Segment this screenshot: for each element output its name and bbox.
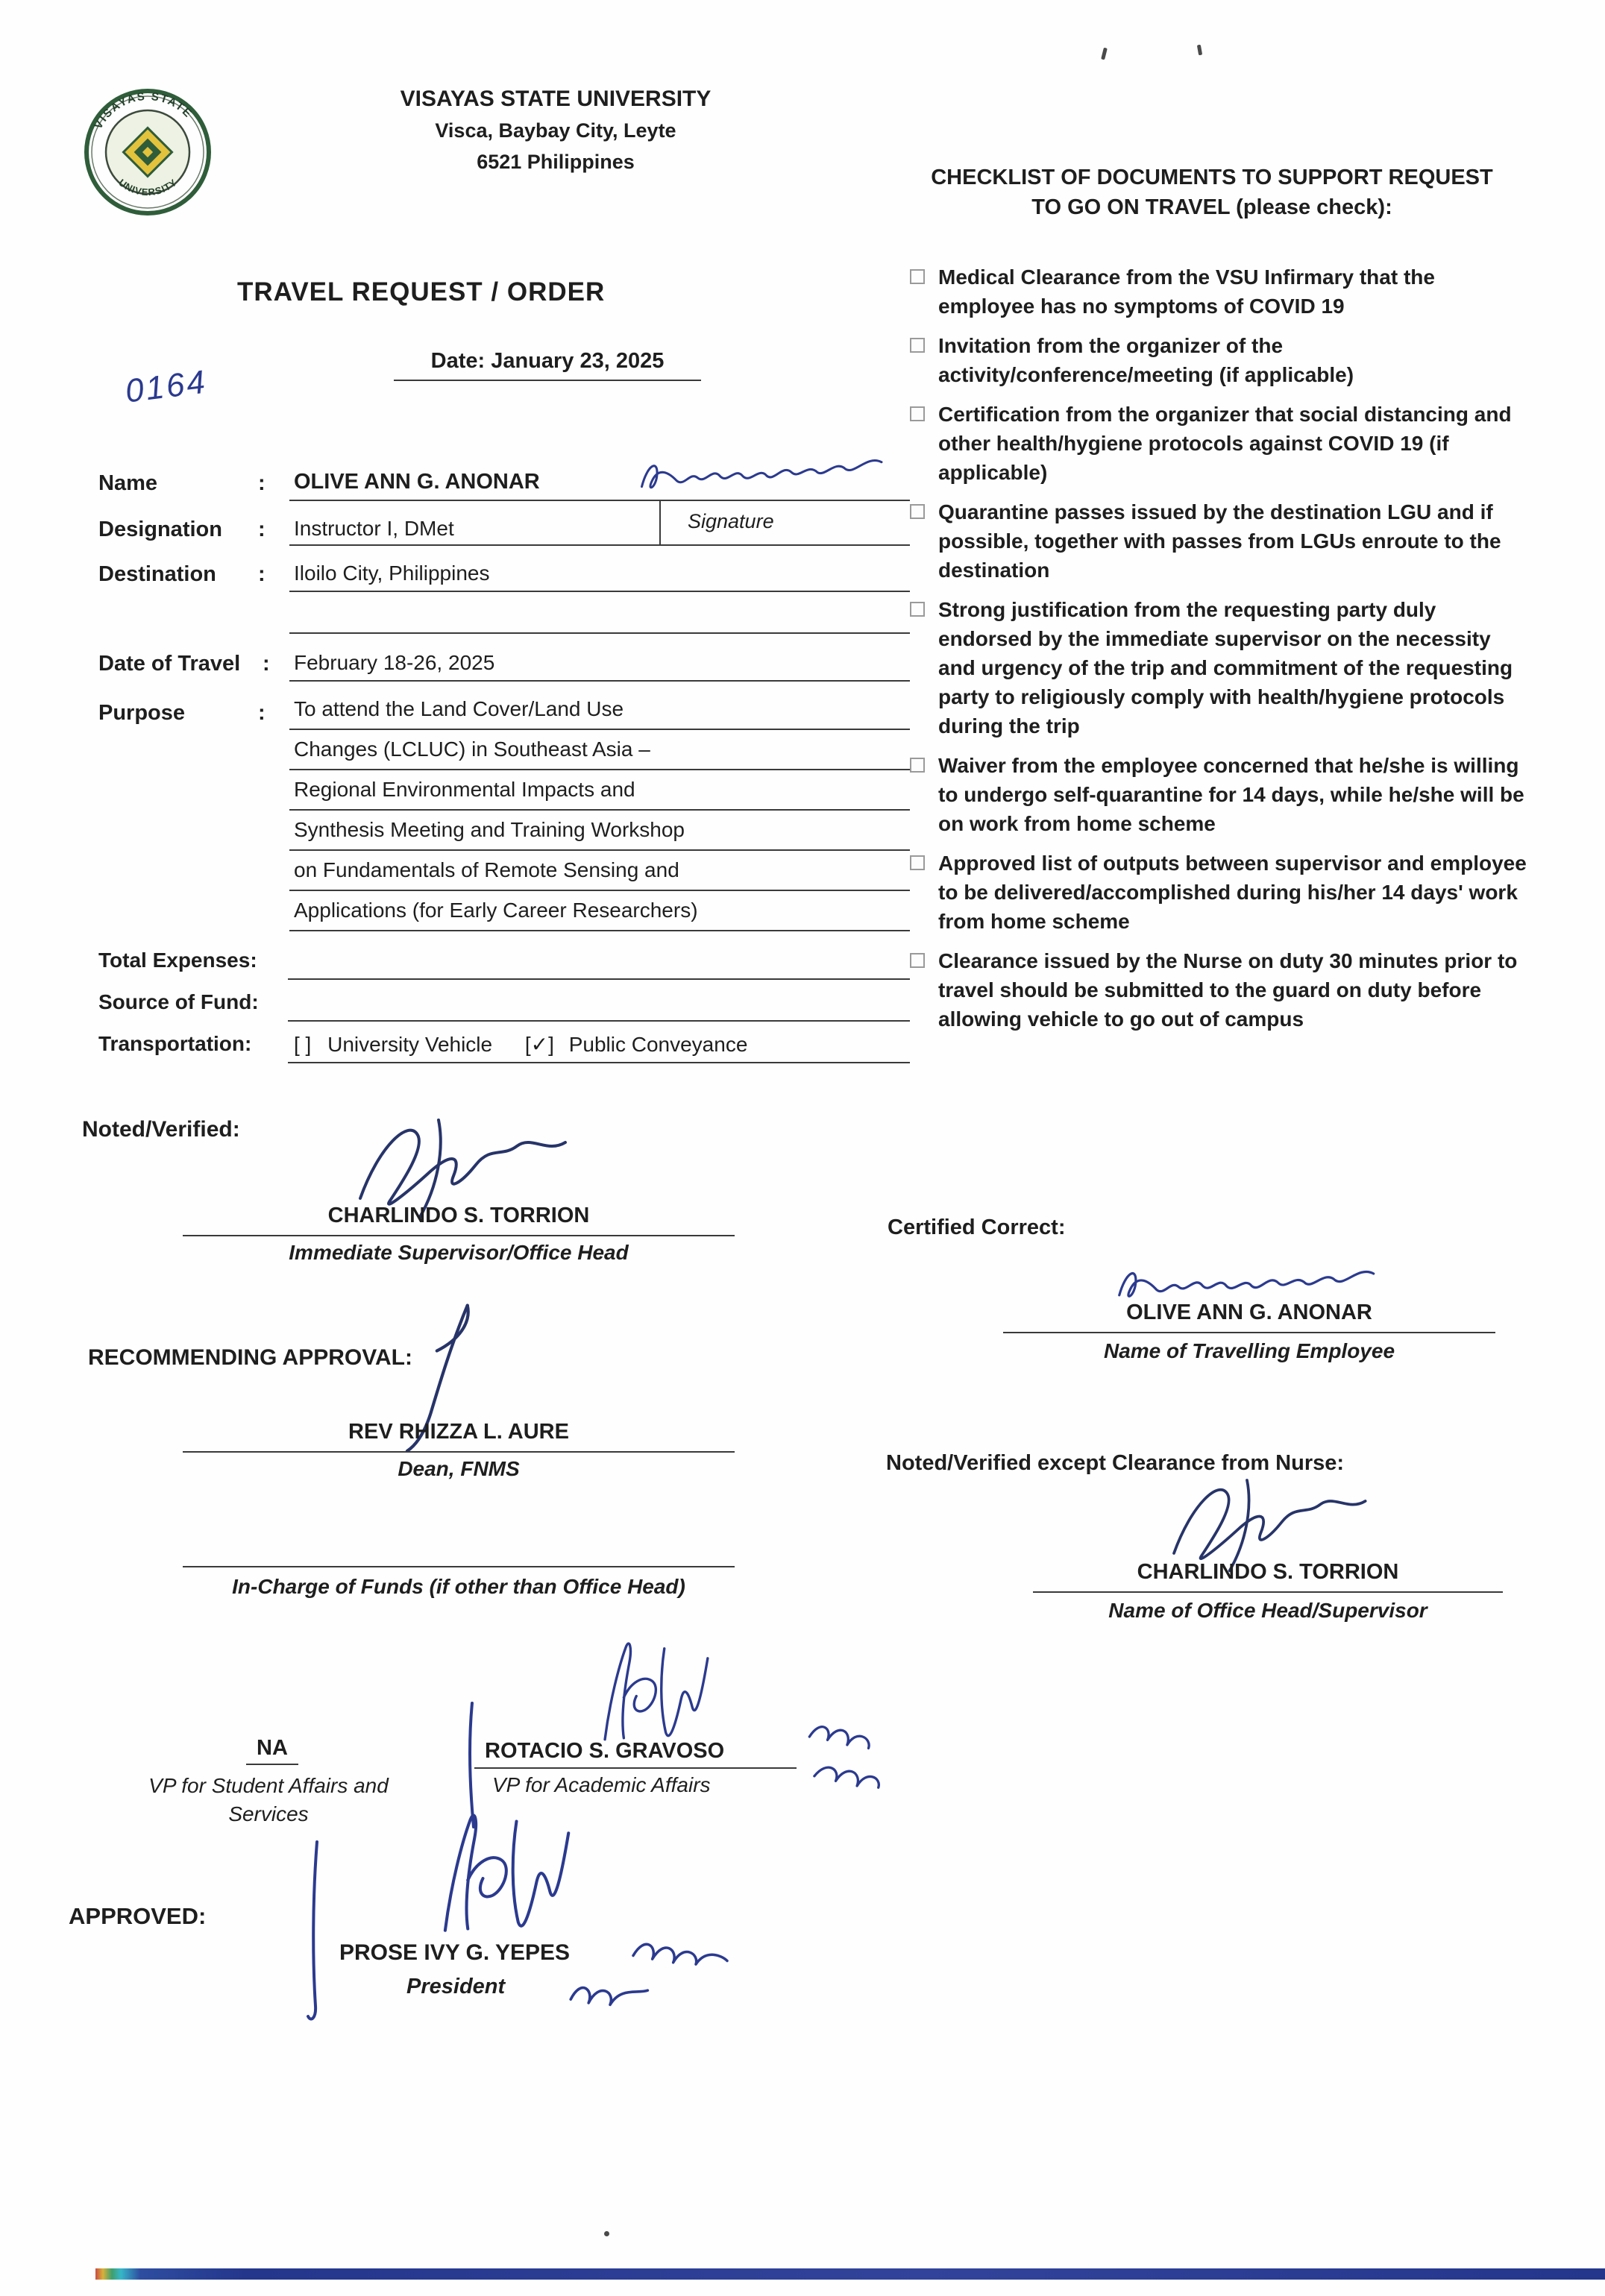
supervisor-name: CHARLINDO S. TORRION [327,1204,590,1227]
noted-verified-label: Noted/Verified: [82,1117,240,1142]
vp-academic-underline [474,1767,797,1769]
source-of-fund-underline [288,1020,910,1022]
office-head-name: CHARLINDO S. TORRION [1137,1560,1399,1584]
purpose-line: Synthesis Meeting and Training Workshop [289,811,910,851]
funds-underline [183,1566,735,1567]
dean-caption: Dean, FNMS [398,1457,520,1480]
checklist-item-text: Quarantine passes issued by the destination LGU and if possible, together with passes from LGUs enroute to the destination [938,500,1501,582]
president-date-scribble [565,1967,655,2012]
svg-text:VISAYAS STATE: VISAYAS STATE [92,89,195,132]
dean-underline [183,1451,735,1453]
purpose-colon: : [258,701,266,725]
checkbox-icon [910,338,925,353]
scan-artifact [1101,48,1108,60]
signature-cell-divider [659,501,661,544]
public-conveyance-option: Public Conveyance [568,1033,748,1056]
blank-underline [289,632,910,634]
dean-name: REV RHIZZA L. AURE [348,1420,569,1444]
checkbox-icon [910,406,925,421]
vp-student-caption-line2: Services [228,1802,309,1825]
scan-artifact [604,2231,609,2236]
date-of-travel-underline [289,680,910,682]
funds-caption: In-Charge of Funds (if other than Office Head) [232,1575,685,1598]
form-date: Date: January 23, 2025 [394,349,701,381]
travelling-employee-name: OLIVE ANN G. ANONAR [1126,1300,1372,1324]
checkbox-icon [910,758,925,773]
checklist-item-text: Invitation from the organizer of the activity/conference/meeting (if applicable) [938,334,1354,386]
supervisor-caption: Immediate Supervisor/Office Head [289,1241,629,1264]
destination-colon: : [258,562,266,586]
checklist-item [908,497,1532,585]
destination-underline [289,591,910,592]
name-colon: : [258,471,266,495]
approved-label: APPROVED: [69,1903,207,1929]
travelling-employee-caption: Name of Travelling Employee [1103,1339,1395,1362]
university-seal-logo [84,88,212,216]
date-of-travel-colon: : [263,652,270,676]
checklist-item-text: Certification from the organizer that social distancing and other health/hygiene protocols against COVID 19 (if applicable) [938,403,1512,484]
designation-colon: : [258,518,266,541]
checklist-title [895,163,1529,222]
travelling-employee-underline [1003,1332,1495,1333]
designation-value: Instructor I, DMet [294,517,454,540]
checklist-item [908,262,1532,321]
president-caption: President [406,1975,506,1998]
total-expenses-label: Total Expenses: [98,949,257,972]
vp-student-caption-line1: VP for Student Affairs and [148,1774,389,1797]
vp-student-caption [97,1772,440,1828]
date-of-travel-label: Date of Travel [98,652,241,676]
form-title: TRAVEL REQUEST / ORDER [237,277,606,306]
transportation-underline [288,1062,910,1063]
checklist-item [908,400,1532,487]
checklist-item-text: Medical Clearance from the VSU Infirmary that the employee has no symptoms of COVID 19 [938,265,1435,318]
name-underline [289,500,910,501]
date-of-travel-value: February 18-26, 2025 [294,651,495,674]
purpose-line: To attend the Land Cover/Land Use [289,690,910,730]
checklist-item [908,751,1532,838]
purpose-line: Changes (LCLUC) in Southeast Asia – [289,730,910,770]
university-vehicle-checkbox: [ ] [294,1033,312,1056]
source-of-fund-label: Source of Fund: [98,990,259,1013]
public-conveyance-checkbox-checked: [✓] [524,1033,554,1056]
checklist [908,262,1532,1044]
president-signature-ink [418,1805,582,1939]
university-vehicle-option: University Vehicle [327,1033,493,1056]
designation-underline [289,544,910,546]
scan-artifact [1197,45,1202,56]
checkbox-icon [910,269,925,284]
total-expenses-underline [288,978,910,980]
university-name: VISAYAS STATE UNIVERSITY [400,87,712,111]
handwritten-reference-number: 0164 [123,363,210,410]
checklist-item-text: Strong justification from the requesting party duly endorsed by the immediate supervisor on the necessity and urgency of the trip and commitment of the requesting party to religiously comply with health/hygiene protocols during the trip [938,598,1513,737]
checklist-item-text: Clearance issued by the Nurse on duty 30 minutes prior to travel should be submitted to the guard on duty before allowing vehicle to go out of campus [938,949,1518,1031]
vp-academic-signature-ink [576,1635,725,1746]
checklist-item [908,849,1532,936]
pen-vertical-stroke-2 [301,1840,331,2027]
checklist-item [908,331,1532,389]
transportation-label: Transportation: [98,1032,252,1055]
recommending-approval-label: RECOMMENDING APPROVAL: [88,1345,412,1370]
designation-label: Designation [98,518,222,541]
employee-signature-ink [632,435,889,507]
checkbox-icon [910,953,925,968]
president-initial-scribble [628,1925,732,1970]
checklist-item [908,595,1532,740]
vp-academic-caption: VP for Academic Affairs [492,1773,711,1796]
purpose-label: Purpose [98,701,186,725]
purpose-line: Regional Environmental Impacts and [289,770,910,811]
checklist-title-line1: CHECKLIST OF DOCUMENTS TO SUPPORT REQUEST [931,166,1493,189]
university-address-line1: Visca, Baybay City, Leyte [435,119,676,142]
purpose-lines [289,690,910,931]
president-name: PROSE IVY G. YEPES [339,1940,571,1965]
name-value: OLIVE ANN G. ANONAR [294,470,540,494]
purpose-line: Applications (for Early Career Researchers) [289,891,910,931]
checkbox-icon [910,602,925,617]
office-head-caption: Name of Office Head/Supervisor [1108,1599,1427,1622]
destination-value: Iloilo City, Philippines [294,562,490,585]
supervisor-underline [183,1235,735,1236]
checklist-item-text: Approved list of outputs between supervisor and employee to be delivered/accomplished during his/her 14 days' work from home scheme [938,852,1527,933]
transportation-value [294,1032,747,1057]
checkbox-icon [910,504,925,519]
checklist-item-text: Waiver from the employee concerned that he/she is willing to undergo self-quarantine for 14 days, while he/she will be on work from home scheme [938,754,1524,835]
name-label: Name [98,471,157,495]
vp-academic-name: ROTACIO S. GRAVOSO [485,1739,725,1763]
vp-academic-date-scribble [800,1712,896,1794]
checklist-title-line2: TO GO ON TRAVEL (please check): [1031,195,1392,219]
certified-correct-label: Certified Correct: [888,1215,1066,1239]
scan-edge-strip [95,2268,1605,2280]
svg-text:UNIVERSITY: UNIVERSITY [116,176,180,198]
office-head-underline [1033,1591,1503,1593]
university-address-line2: 6521 Philippines [477,151,635,173]
purpose-line: on Fundamentals of Remote Sensing and [289,851,910,891]
checklist-item [908,946,1532,1034]
signature-caption: Signature [688,510,774,532]
noted-except-nurse-label: Noted/Verified except Clearance from Nurse: [886,1451,1345,1475]
vp-student-value: NA [246,1736,298,1765]
destination-label: Destination [98,562,216,586]
checkbox-icon [910,855,925,870]
